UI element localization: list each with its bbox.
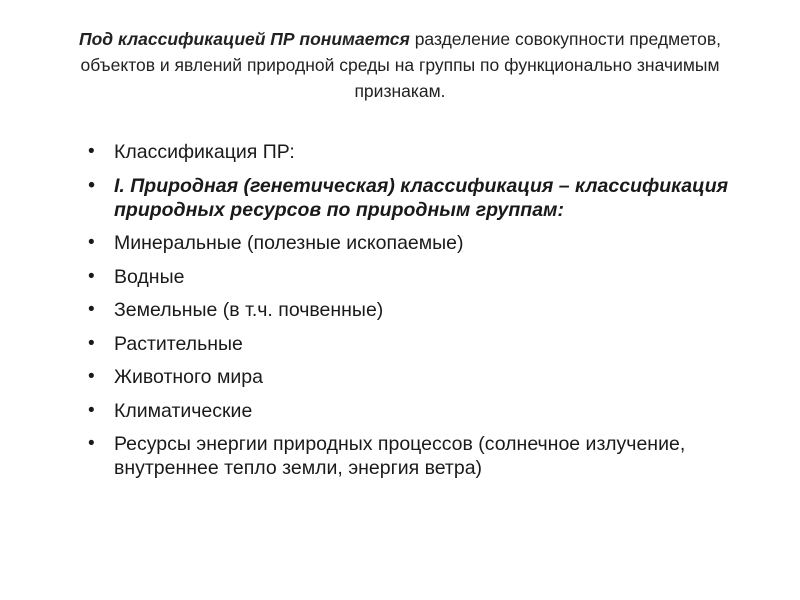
bullet-icon: • bbox=[88, 141, 95, 162]
list-item bbox=[88, 298, 748, 322]
bullet-icon: • bbox=[88, 332, 95, 354]
bullet-icon: • bbox=[88, 232, 95, 253]
bullet-list bbox=[88, 140, 748, 490]
list-item-text: Растительные bbox=[114, 332, 243, 355]
list-item-text: Климатические bbox=[114, 399, 253, 422]
list-item-text: Земельные (в т.ч. почвенные) bbox=[114, 299, 384, 321]
list-item bbox=[88, 399, 748, 423]
heading-rest: разделение совокупности предметов, объектов и явлений природной среды на группы по функционально значимым признакам. bbox=[80, 29, 721, 101]
list-item-text: Водные bbox=[114, 265, 185, 288]
list-item bbox=[88, 265, 748, 289]
list-item-text: Животного мира bbox=[114, 366, 263, 388]
bullet-icon: • bbox=[88, 174, 95, 196]
bullet-icon: • bbox=[88, 433, 95, 454]
list-item bbox=[88, 231, 748, 255]
bullet-icon: • bbox=[88, 299, 95, 320]
list-item-text: Классификация ПР: bbox=[114, 141, 295, 163]
list-item-text: I. Природная (генетическая) классификация – классификация природных ресурсов по природным группам: bbox=[114, 174, 729, 221]
list-item-text: Минеральные (полезные ископаемые) bbox=[114, 232, 464, 254]
list-item bbox=[88, 365, 748, 389]
list-item bbox=[88, 332, 748, 356]
list-item-emphasis bbox=[88, 174, 748, 222]
heading-lead: Под классификацией ПР понимается bbox=[78, 29, 410, 49]
list-item-text: Ресурсы энергии природных процессов (солнечное излучение, внутреннее тепло земли, энергия ветра) bbox=[114, 433, 686, 479]
slide-heading bbox=[40, 26, 760, 104]
bullet-icon: • bbox=[88, 399, 95, 421]
bullet-icon: • bbox=[88, 265, 95, 287]
bullet-icon: • bbox=[88, 366, 95, 387]
list-item bbox=[88, 140, 748, 164]
list-item bbox=[88, 432, 748, 480]
